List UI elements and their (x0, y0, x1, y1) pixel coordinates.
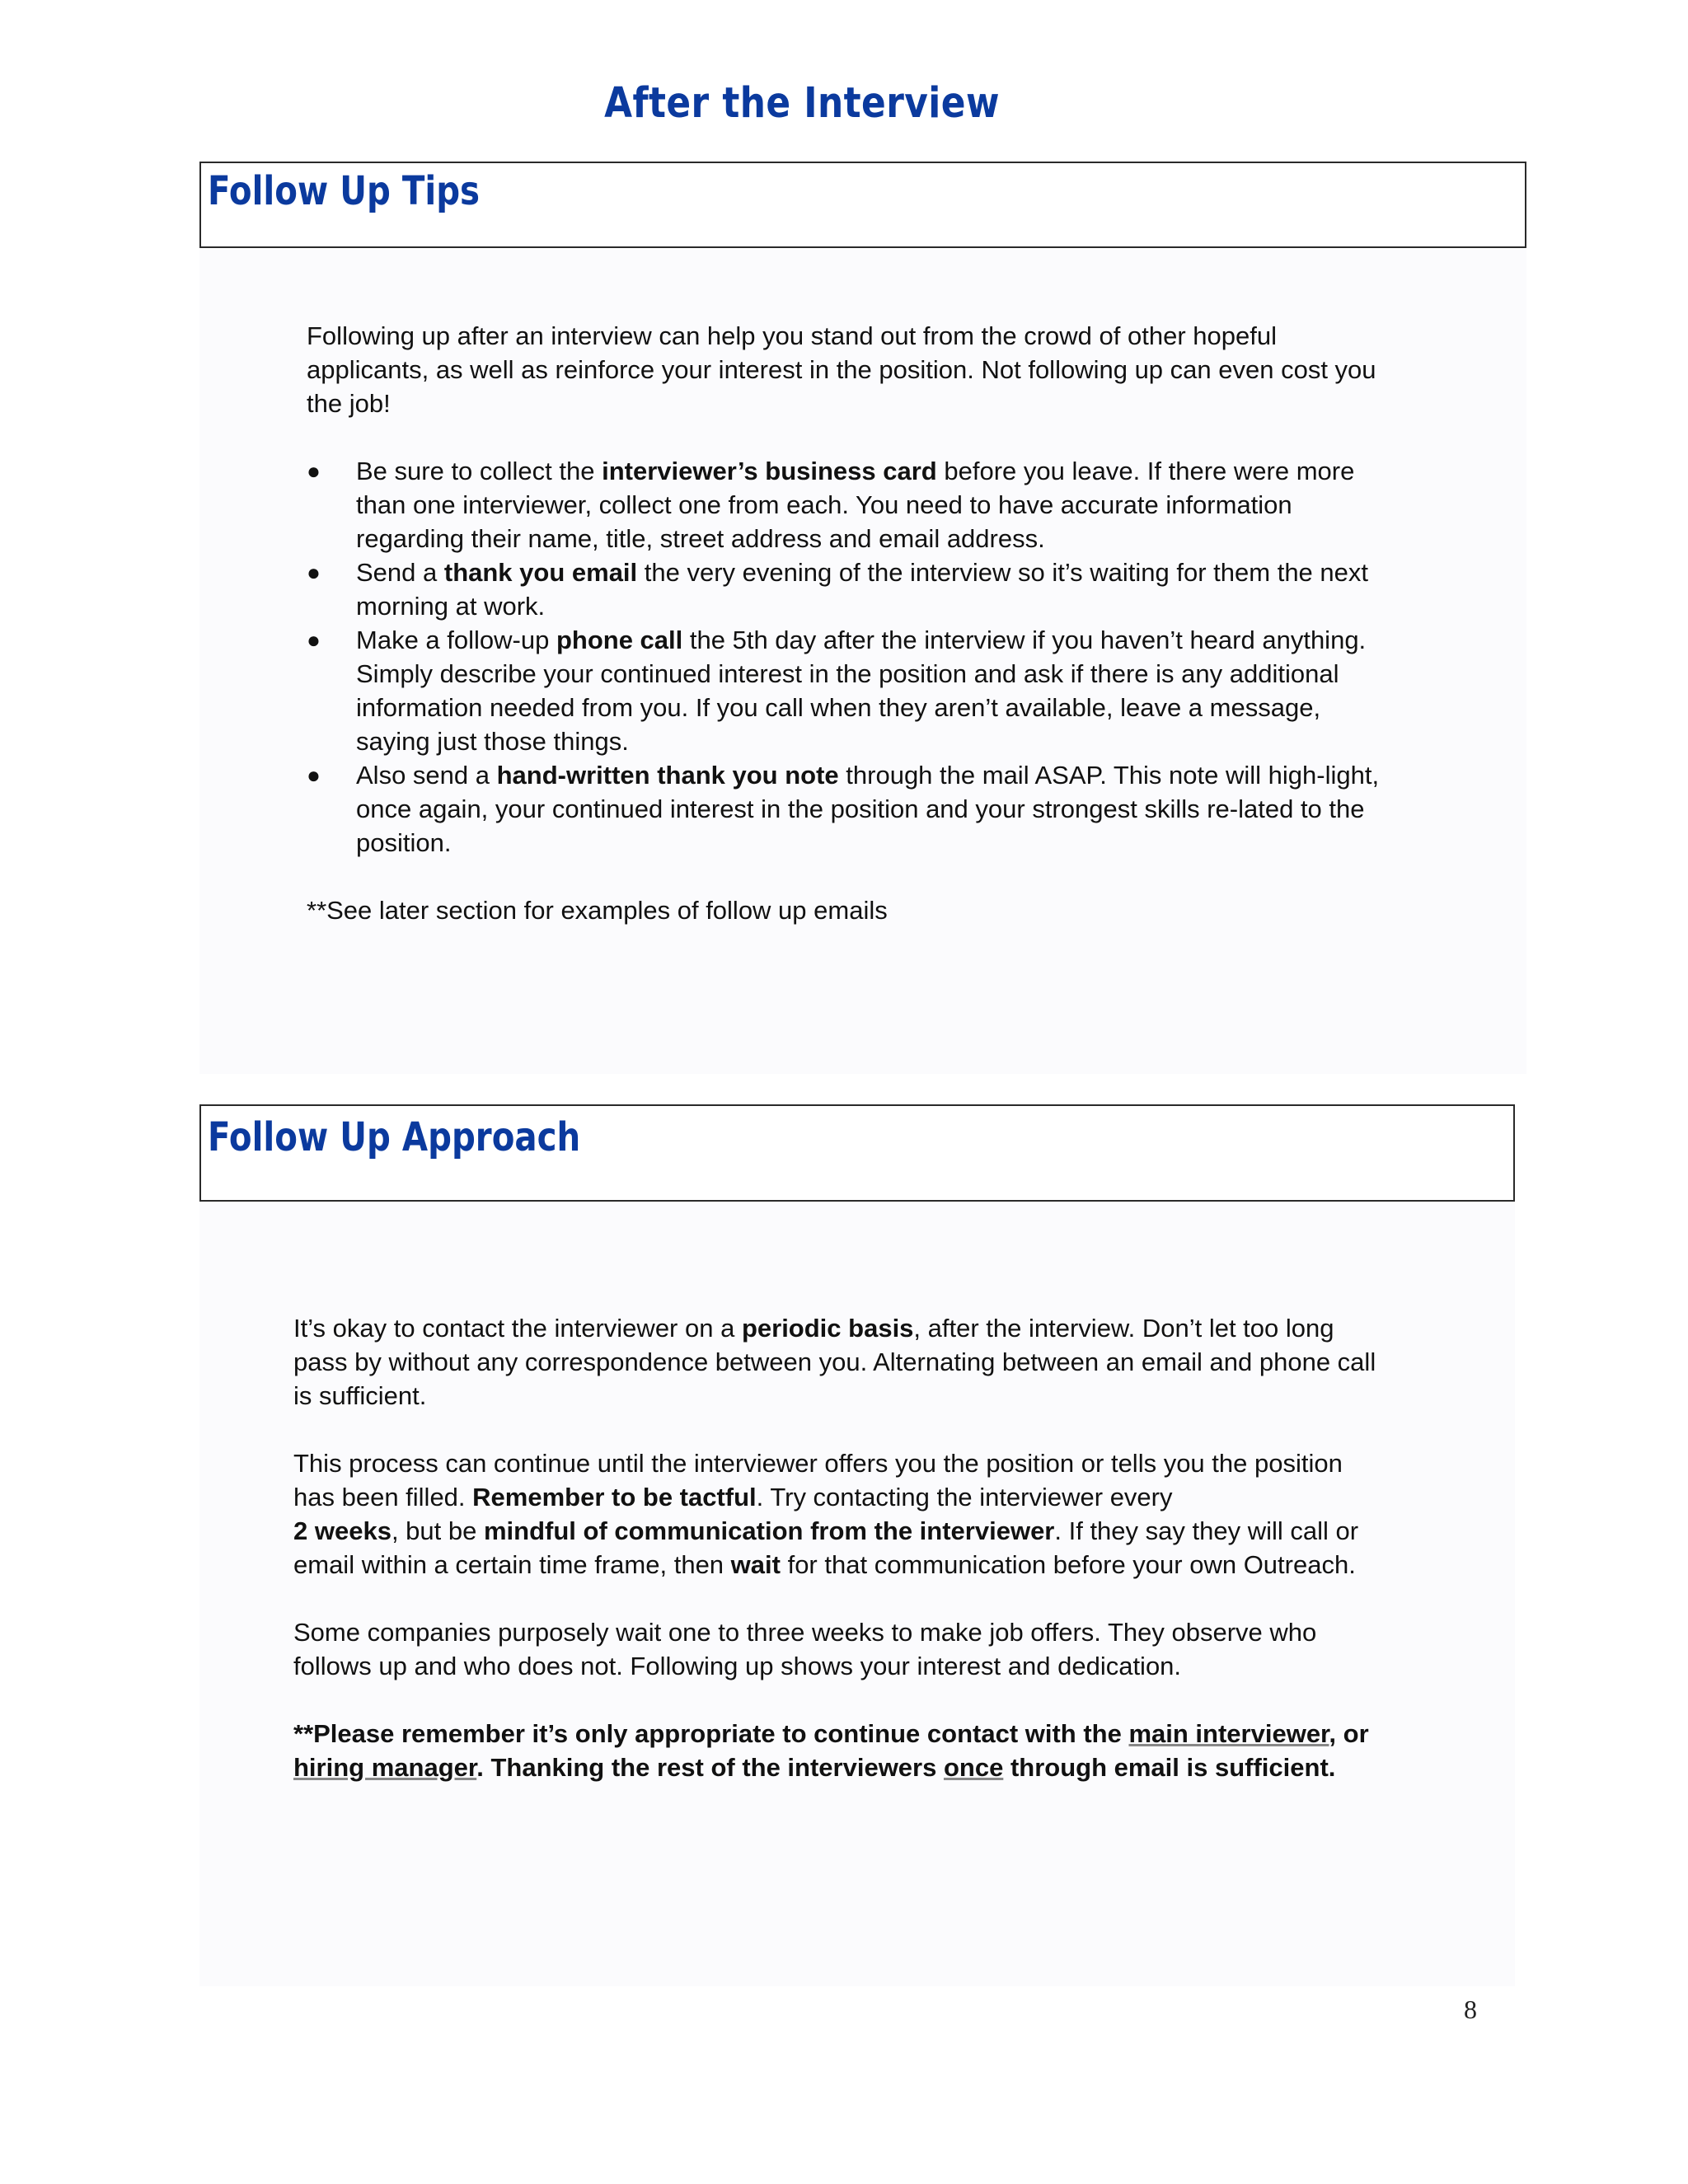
bullet-icon: ● (307, 627, 321, 653)
tips-intro: Following up after an interview can help you stand out from the crowd of other hopeful applicants, as well as reinforce your interest in the position. Not following up can even cost you the job! (307, 321, 1376, 418)
bullet-icon: ● (307, 458, 321, 484)
tips-bullet-item: ● Make a follow-up phone call the 5th day after the interview if you haven’t heard anything. Simply describe your continued interest in the position and ask if there is any additional information needed from you. If you call when they aren’t available, leave a message, saying just those things. (307, 623, 1395, 758)
approach-paragraph-3: Some companies purposely wait one to three weeks to make job offers. They observe who follows up and who does not. Following up shows your interest and dedication. (293, 1618, 1317, 1680)
follow-up-approach-heading: Follow Up Approach (208, 1114, 581, 1160)
follow-up-tips-heading: Follow Up Tips (208, 168, 481, 214)
follow-up-tips-header-box (199, 162, 1526, 248)
follow-up-approach-header-box (199, 1104, 1515, 1202)
tips-bullet-item: ● Be sure to collect the interviewer’s business card before you leave. If there were more than one interviewer, collect one from each. You need to have accurate information regarding their name, title, street address and email address. (307, 454, 1395, 555)
tips-bullet-item: ● Send a thank you email the very evening of the interview so it’s waiting for them the next morning at work. (307, 555, 1395, 623)
approach-reminder: **Please remember it’s only appropriate to continue contact with the main interviewer, or hiring manager. Thanking the rest of the interviewers once through email is sufficient. (293, 1719, 1369, 1782)
approach-paragraph-2: This process can continue until the interviewer offers you the position or tells you the position has been filled. Remember to be tactful. Try contacting the interviewer every 2 weeks, but be mindful of communication from the interviewer. If they say they will call or email within a certain time frame, then wait for that communication before your own Outreach. (293, 1449, 1359, 1579)
bullet-icon: ● (307, 560, 321, 585)
approach-paragraph-1: It’s okay to contact the interviewer on a periodic basis, after the interview. Don’t let too long pass by without any correspondence between you. Alternating between an email and phone call is sufficient. (293, 1314, 1376, 1410)
page-number: 8 (1464, 1994, 1477, 2024)
follow-up-tips-body (307, 319, 1395, 927)
tips-note: **See later section for examples of follow up emails (307, 896, 888, 925)
tips-bullet-item: ● Also send a hand-written thank you note through the mail ASAP. This note will high-light, once again, your continued interest in the position and your strongest skills re-lated to the position. (307, 758, 1395, 860)
follow-up-approach-body (293, 1311, 1390, 1784)
bullet-icon: ● (307, 762, 321, 788)
page-title: After the Interview (604, 79, 1000, 128)
tips-bullet-list (307, 454, 1395, 860)
